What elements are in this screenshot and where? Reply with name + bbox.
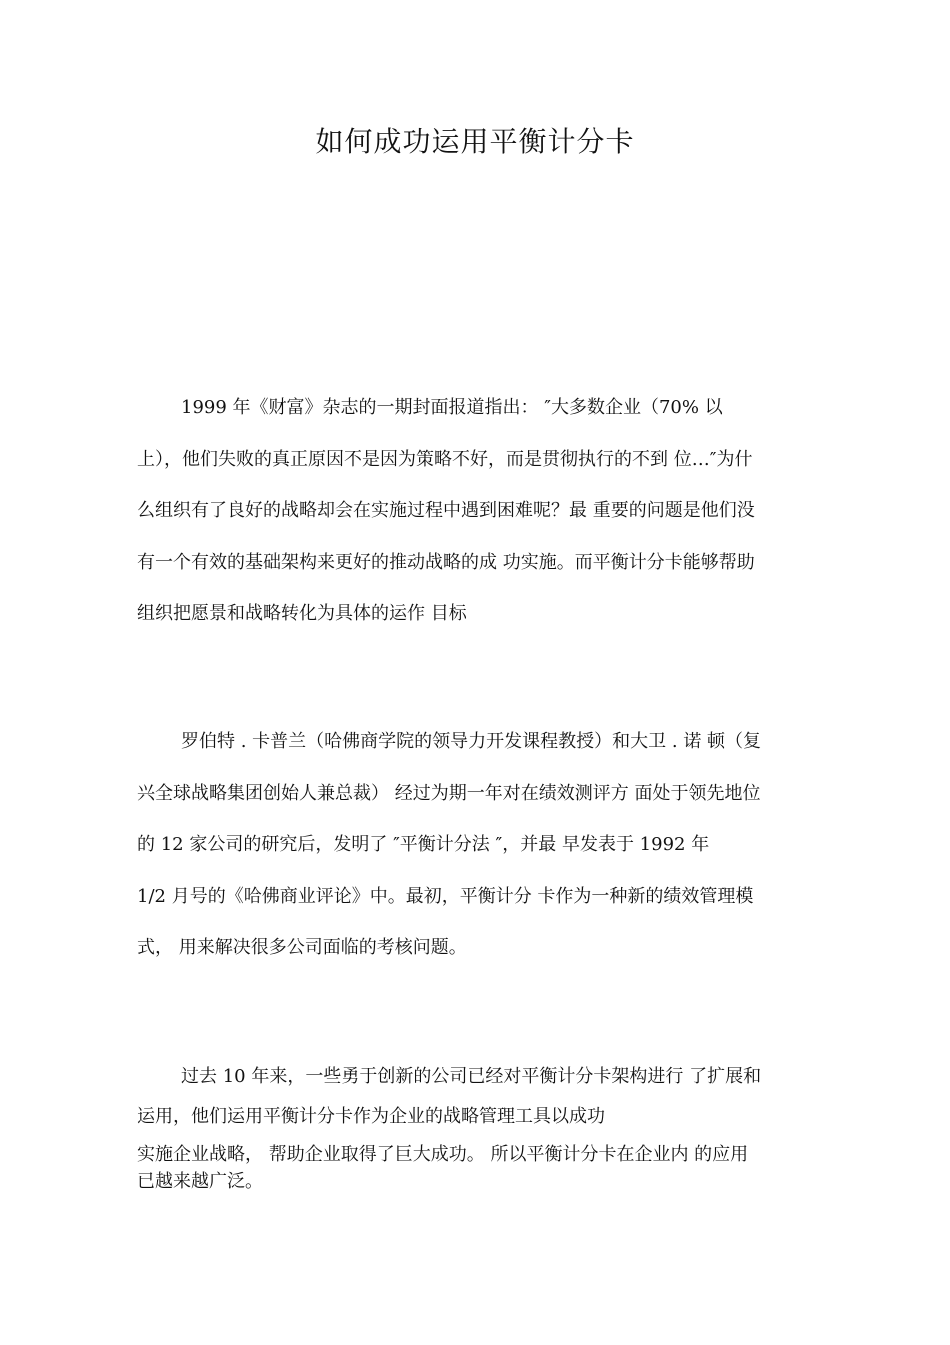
paragraph-line: 兴全球战略集团创始人兼总裁） 经过为期一年对在绩效测评方 面处于领先地位	[137, 782, 761, 804]
paragraph-line: 已越来越广泛。	[137, 1170, 263, 1192]
paragraph-line: 过去 10 年来，一些勇于创新的公司已经对平衡计分卡架构进行 了扩展和	[181, 1066, 762, 1087]
paragraph-line: 有一个有效的基础架构来更好的推动战略的成 功实施。而平衡计分卡能够帮助	[137, 551, 755, 573]
paragraph-line: 组织把愿景和战略转化为具体的运作 目标	[137, 603, 467, 624]
paragraph-2	[137, 716, 817, 974]
paragraph-line: 上），他们失败的真正原因不是因为策略不好，而是贯彻执行的不到 位…″为什	[137, 448, 753, 470]
paragraph-line: 罗伯特 . 卡普兰（哈佛商学院的领导力开发课程教授）和大卫 . 诺 顿（复	[181, 731, 762, 752]
paragraph-3	[137, 1051, 817, 1195]
paragraph-line: 么组织有了良好的战略却会在实施过程中遇到困难呢？最 重要的问题是他们没	[137, 500, 755, 521]
paragraph-line: 实施企业战略， 帮助企业取得了巨大成功。 所以平衡计分卡在企业内 的应用	[137, 1143, 749, 1165]
paragraph-line: 式， 用来解决很多公司面临的考核问题。	[137, 937, 467, 958]
page-title: 如何成功运用平衡计分卡	[315, 125, 635, 158]
paragraph-line: 运用，他们运用平衡计分卡作为企业的战略管理工具以成功	[137, 1105, 605, 1127]
paragraph-line: 1999 年《财富》杂志的一期封面报道指出： ″大多数企业（70% 以	[181, 397, 723, 418]
paragraph-line: 1/2 月号的《哈佛商业评论》中。最初，平衡计分 卡作为一种新的绩效管理模	[137, 885, 754, 907]
paragraph-line: 的 12 家公司的研究后，发明了 ″平衡计分法 ″，并最 早发表于 1992 年	[137, 834, 710, 855]
paragraph-1	[137, 382, 817, 640]
